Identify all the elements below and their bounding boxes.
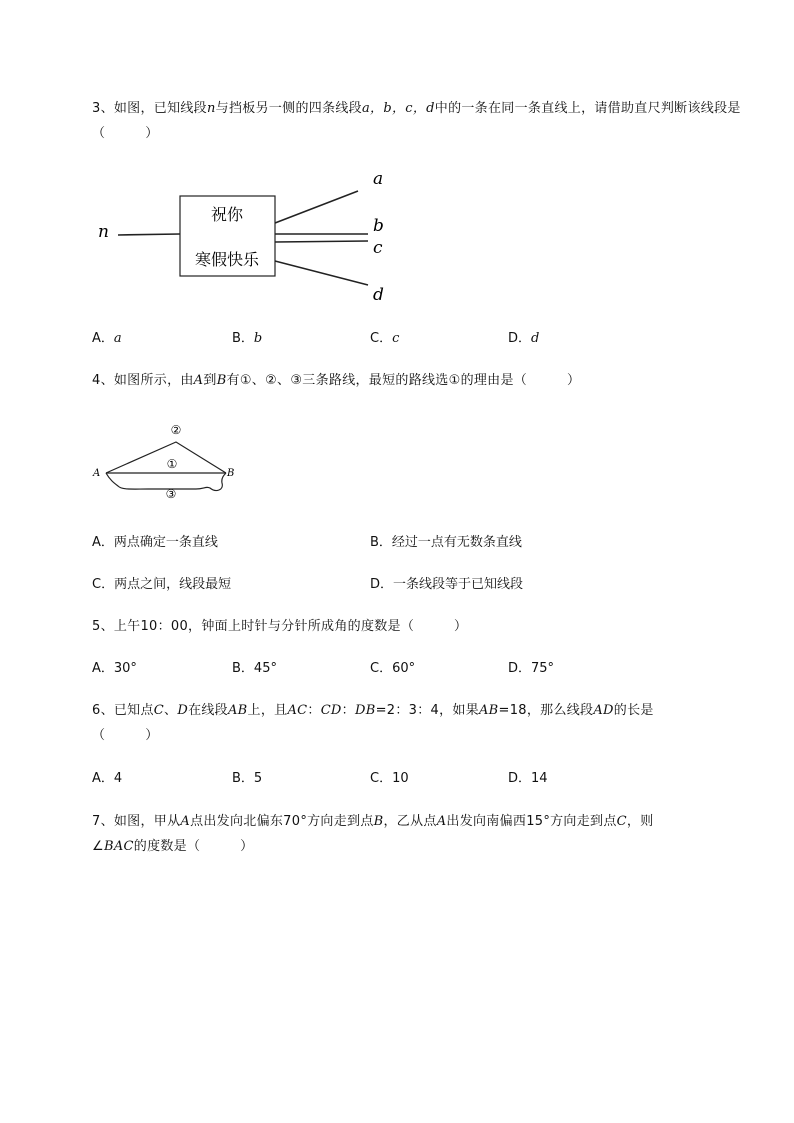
q4-var-a: A (193, 373, 204, 388)
q5-option-a[interactable]: A．30° (92, 661, 137, 676)
question-3-stem (92, 96, 752, 146)
q7-var-a: A (436, 814, 447, 829)
q6-answer-paren: （ ） (92, 728, 159, 743)
q3-option-c[interactable] (370, 329, 399, 349)
option-prefix: C． (370, 331, 393, 346)
q4-figure (88, 420, 248, 502)
q3-label-n: n (98, 222, 109, 242)
q3-board-text-2: 寒假快乐 (194, 250, 260, 269)
q6-text: ： (307, 703, 321, 718)
q3-var-n: n (206, 101, 216, 116)
question-4-stem (92, 368, 752, 393)
q3-text: 中的一条在同一条直线上，请借助直尺判断该线段是（ ） (92, 101, 741, 141)
q4-label-b: B (227, 468, 235, 479)
option-value: a (113, 331, 122, 346)
q6-text: =2：3：4，如果 (375, 703, 479, 718)
option-prefix: D． (508, 331, 532, 346)
q6-text: 上，且 (247, 703, 288, 718)
q6-text: 的长是 (613, 703, 654, 718)
q3-label-b: b (373, 216, 384, 236)
q6-option-b[interactable]: B．5 (232, 771, 263, 786)
q3-line-c (275, 241, 368, 242)
q7-text: ，则 (626, 814, 654, 829)
q5-option-d[interactable]: D．75° (508, 661, 555, 676)
q3-var-list: a，b，c，d (361, 101, 435, 116)
q7-text: 点出发向北偏东70°方向走到点 (190, 814, 374, 829)
question-5-stem: 5、上午10：00，钟面上时针与分针所成角的度数是（ ） (92, 619, 468, 634)
q6-text: 在线段 (188, 703, 228, 718)
question-7-stem (92, 809, 752, 859)
q7-text: 的度数是（ ） (133, 839, 254, 854)
q3-line-a (275, 191, 358, 223)
q6-option-c[interactable]: C．10 (370, 771, 409, 786)
q4-route-3-label: ③ (165, 487, 177, 501)
q3-board-text-1: 祝你 (210, 205, 244, 224)
q3-option-a[interactable] (92, 329, 122, 349)
q4-route-1-label: ① (166, 457, 178, 471)
option-value: b (253, 331, 263, 346)
q6-var-ac: AC (287, 703, 308, 718)
q6-var-ad: AD (593, 703, 614, 718)
q6-var-db: DB (354, 703, 376, 718)
q4-route-2-label: ② (170, 423, 182, 437)
q7-text: 7、如图，甲从 (92, 814, 181, 829)
q7-angle-symbol: ∠ (92, 839, 104, 854)
q3-text: 3、如图，已知线段 (92, 101, 207, 116)
q3-figure (90, 162, 410, 312)
option-prefix: A． (92, 331, 114, 346)
q6-var-d: D (177, 703, 189, 718)
q6-option-d[interactable]: D．14 (508, 771, 548, 786)
q4-text: 4、如图所示，由 (92, 373, 194, 388)
q4-option-c[interactable]: C．两点之间，线段最短 (92, 577, 232, 592)
q7-text: 出发向南偏西15°方向走到点 (446, 814, 617, 829)
q7-var-c: C (616, 814, 627, 829)
q6-var-cd: CD (320, 703, 342, 718)
q3-text: 与挡板另一侧的四条线段 (215, 101, 362, 116)
q3-label-d: d (373, 285, 384, 305)
q4-option-d[interactable]: D．一条线段等于已知线段 (370, 577, 524, 592)
q6-var-ab: AB (478, 703, 499, 718)
q3-label-c: c (373, 238, 383, 258)
q6-option-a[interactable]: A．4 (92, 771, 123, 786)
q6-var-ab: AB (227, 703, 248, 718)
q4-text: 到 (203, 373, 217, 388)
question-6-stem (92, 698, 752, 723)
q6-text: ： (341, 703, 355, 718)
option-value: d (531, 331, 540, 346)
q7-var-a: A (180, 814, 191, 829)
q3-option-b[interactable] (232, 329, 262, 349)
q5-option-c[interactable]: C．60° (370, 661, 416, 676)
q6-var-c: C (153, 703, 165, 718)
q6-text: =18，那么线段 (498, 703, 594, 718)
q7-text: ，乙从点 (383, 814, 437, 829)
q5-option-b[interactable]: B．45° (232, 661, 277, 676)
q6-text: 6、已知点 (92, 703, 154, 718)
q4-label-a: A (93, 468, 101, 479)
option-prefix: B． (232, 331, 254, 346)
q3-line-d (275, 261, 368, 285)
q4-option-b[interactable]: B．经过一点有无数条直线 (370, 535, 522, 550)
q7-var-b: B (373, 814, 384, 829)
q3-option-d[interactable] (508, 329, 539, 349)
option-value: c (392, 331, 400, 346)
q3-line-n (118, 234, 180, 235)
q4-text: 有①、②、③三条路线，最短的路线选①的理由是（ ） (226, 373, 581, 388)
q3-label-a: a (373, 169, 384, 189)
q7-var-bac: BAC (103, 839, 134, 854)
q4-option-a[interactable]: A．两点确定一条直线 (92, 535, 218, 550)
q6-text: 、 (164, 703, 178, 718)
q4-var-b: B (216, 373, 227, 388)
